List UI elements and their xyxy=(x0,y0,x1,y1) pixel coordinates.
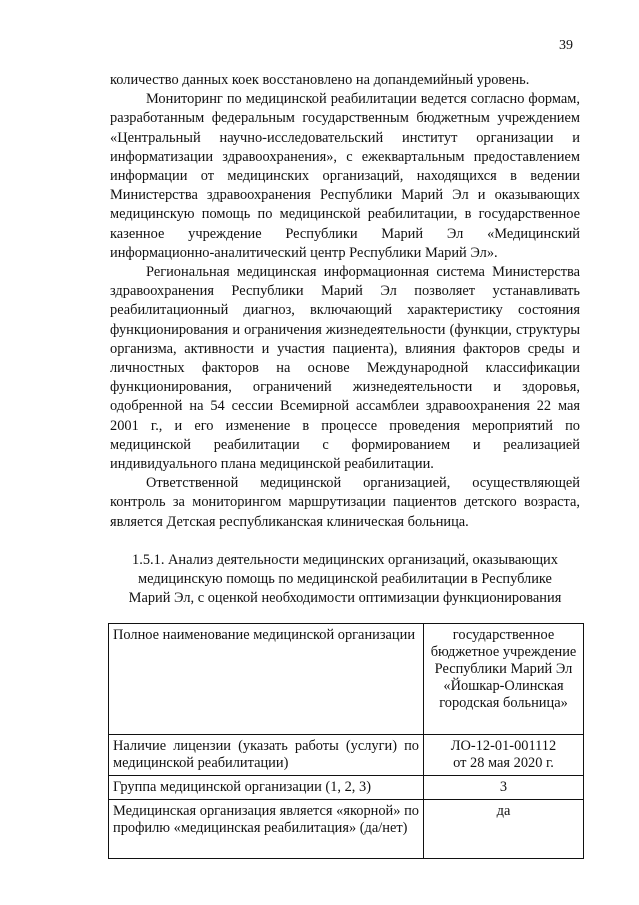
license-date: от 28 мая 2020 г. xyxy=(453,755,554,771)
paragraph-monitoring: Мониторинг по медицинской реабилитации ведется согласно формам, разработанным федеральным государственным бюджетным учреждением «Центральный научно-исследовательский институт организации и информатизации здравоохранения», с ежеквартальным предоставлением информации от медицинских организаций, находящихся в ведении Министерства здравоохранения Республики Марий Эл и оказывающих медицинскую помощь по медицинской реабилитации, в государственное казенное учреждение Республики Марий Эл «Медицинский информационно-аналитический центр Республики Марий Эл». xyxy=(110,91,580,261)
table-cell-value xyxy=(424,735,584,776)
table-cell-label: Полное наименование медицинской организации xyxy=(109,624,424,735)
table-cell-label: Медицинская организация является «якорной» по профилю «медицинская реабилитация» (да/нет) xyxy=(109,800,424,859)
table-row xyxy=(109,735,584,776)
license-number: ЛО-12-01-001112 xyxy=(450,738,557,754)
section-heading-line: медицинскую помощь по медицинской реабилитации в Республике xyxy=(138,571,552,588)
organization-info-table xyxy=(108,623,584,859)
table-cell-value: да xyxy=(424,800,584,859)
table-cell-label: Группа медицинской организации (1, 2, 3) xyxy=(109,776,424,800)
section-heading xyxy=(110,551,580,609)
paragraph-information-system: Региональная медицинская информационная система Министерства здравоохранения Республики Марий Эл позволяет устанавливать реабилитационный диагноз, включающий характеристику состояния функционирования и ограничения жизнедеятельности (функции, структуры организма, активности и участия пациента), влияния факторов среды и личностных факторов на основе Международной классификации функционирования, ограничений жизнедеятельности и здоровья, одобренной на 54 сессии Всемирной ассамблеи здравоохранения 22 мая 2001 г., и его изменение в процессе проведения мероприятий по медицинской реабилитации с формированием и реализацией индивидуального плана медицинской реабилитации. xyxy=(110,264,580,473)
table-row xyxy=(109,800,584,859)
table-cell-label: Наличие лицензии (указать работы (услуги) по медицинской реабилитации) xyxy=(109,735,424,776)
paragraph-continuation: количество данных коек восстановлено на допандемийный уровень. xyxy=(110,72,530,88)
body-text xyxy=(110,71,580,532)
table-cell-value: 3 xyxy=(424,776,584,800)
table-cell-value: государственное бюджетное учреждение Республики Марий Эл «Йошкар-Олинская городская больница» xyxy=(424,624,584,735)
section-heading-line: 1.5.1. Анализ деятельности медицинских организаций, оказывающих xyxy=(132,552,558,568)
page-number: 39 xyxy=(559,38,573,53)
table-row xyxy=(109,776,584,800)
paragraph-responsible-organization: Ответственной медицинской организацией, осуществляющей контроль за мониторингом маршрутизации пациентов детского возраста, является Детская республиканская клиническая больница. xyxy=(110,475,580,530)
section-heading-line: Марий Эл, с оценкой необходимости оптимизации функционирования xyxy=(128,590,562,607)
table-row xyxy=(109,624,584,735)
